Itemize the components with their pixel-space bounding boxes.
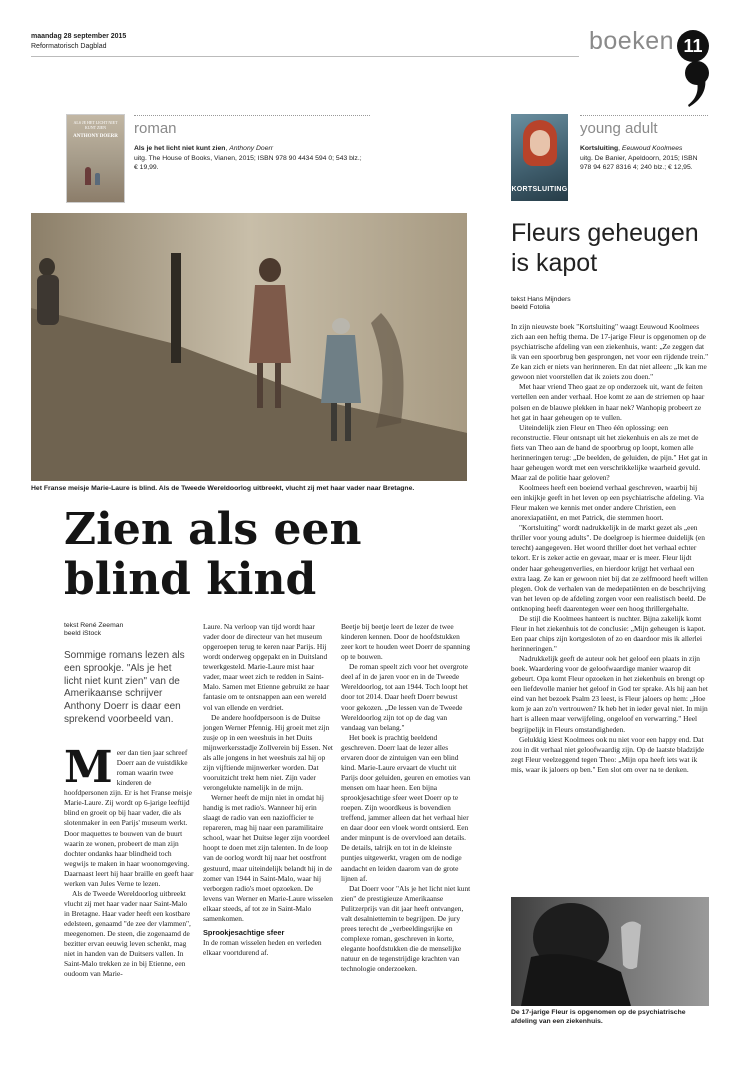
article2-headline-line2: is kapot bbox=[511, 249, 598, 277]
page-number-badge bbox=[677, 30, 709, 62]
roman-author: Anthony Doerr bbox=[229, 145, 274, 152]
comma-logo bbox=[683, 60, 709, 113]
article1-col2-p3: Werner heeft de mijn niet in omdat hij handig is met radio's. Wanneer hij erin slaagt de radio van een naziofficier te repareren, mag hij naar een paramilitaire school, waar het Duitse leger zijn voordeel hoopt te doen met zijn talenten. In de loop van de oorlog wordt hij naar het oostfront gestuurd, maar uiteindelijk belandt hij in de zomer van 1944 in Saint-Malo, waar hij verborgen radio's moet opzoeken. De levens van Werner en Marie-Laure wisselen elkaar steeds, af tot ze in Saint-Malo samenkomen. bbox=[203, 793, 333, 923]
article2-p6: De stijl die Koolmees hanteert is nuchter. Bijna zakelijk komt Fleur in het ziekenhuis tot de conclusie: „Mijn geheugen is kapot. Een paar chips zijn kortgesloten of zo en daardoor mis ik allerlei herinneringen." bbox=[511, 613, 706, 653]
roman-info: Als je het licht niet kunt zien, Anthony Doerr uitg. The House of Books, Vianen, 2015; ISBN 978 90 4434 594 0; 543 blz.; € 19,99. bbox=[134, 145, 366, 172]
ya-title: Kortsluiting bbox=[580, 145, 619, 152]
article2-p7: Nadrukkelijk geeft de auteur ook het geloof een plaats in zijn boek. Waardering voor de geloofwaardige manier waarop dit gebeurt. Opa komt Fleur opzoeken in het ziekenhuis en brengt op een liefdevolle manier het geloof in God ter sprake. Als hij aan het eind van het bezoek Psalm 23 leest, is Fleur jaloers op hem: „Hoe kom je aan zo'n vertrouwen? Ik heb het in ieder geval niet. In mijn hart is alleen maar verwijfeling, ongeloof en verwarring." Heel begrijpelijk in Fleurs omstandigheden. bbox=[511, 654, 708, 734]
article1-col3-p4: Dat Doerr voor "Als je het licht niet kunt zien" de prestigieuze Amerikaanse Pulitzerprijs van dit jaar heeft ontvangen, valt desalniettemin te begrijpen. De jury prees terecht de „verbeeldingsrijke en complexe roman, geschreven in korte, elegante hoofdstukken die de menselijke natuur en de tegenstrijdige krachten van technologie onderzoeken. bbox=[341, 883, 471, 974]
article1-byline-photo: beeld iStock bbox=[64, 630, 102, 638]
article2-byline-photo: beeld Fotolia bbox=[511, 304, 550, 312]
article2-p4: Koolmees heeft een boeiend verhaal geschreven, waarbij hij een inkijkje geeft in het leven op een psychiatrische afdeling. Via Fleur maken we kennis met onder andere Christien, een anorexiapatiënt, en met Patrick, die stemmen hoort. bbox=[511, 483, 704, 523]
header-date: maandag 28 september 2015 bbox=[31, 33, 127, 40]
ya-info: Kortsluiting, Eeuwoud Koolmees uitg. De Banier, Apeldoorn, 2015; ISBN 978 94 627 8316 4; 240 blz.; € 12,95. bbox=[580, 145, 708, 172]
roman-details: uitg. The House of Books, Vianen, 2015; ISBN 978 90 4434 594 0; 543 blz.; € 19,99. bbox=[134, 155, 362, 171]
page-number: 11 bbox=[683, 35, 703, 56]
ya-divider bbox=[580, 115, 708, 116]
article2-p1: In zijn nieuwste boek "Kortsluiting" waagt Eeuwoud Koolmees zich aan een heftig thema. De 17-jarige Fleur is opgenomen op de psychiatrische afdeling van een ziekenhuis, want: „Ze zeggen dat ik van een spoorbrug ben gesprongen, net voor een rijdende trein." Ze kan zich er niets van herinneren. En dat niet alleen: „Ik kan me gewoon niet voorstellen dat ik zoiets zou doen." bbox=[511, 322, 709, 382]
article1-col1-p1: eer dan tien jaar schreef Doerr aan de vuistdikke roman waarin twee kinderen de hoofdpersonen zijn. Er is het Franse meisje Marie-Laure. Zij wordt op 6-jarige leeftijd blind en groeit op bij haar vader, die als slotenmaker in een Parijs' museum werkt. Door maquettes te bouwen van de buurt waarin ze wonen, probeert de man zijn dochter ondanks haar blindheid toch wegwijs te maken in haar woonomgeving. Daarnaast leert hij haar braille en geeft haar werken van Jules Verne te lezen. bbox=[64, 748, 194, 888]
ya-cover-face bbox=[530, 130, 550, 156]
article1-byline bbox=[64, 622, 192, 639]
article1-col2-subhead: Sprookjesachtige sfeer bbox=[203, 927, 285, 937]
article1-headline bbox=[64, 505, 361, 605]
article2-byline bbox=[511, 296, 711, 313]
main-photo bbox=[31, 213, 467, 481]
roman-cover-title: ALS JE HET LICHT NIET KUNT ZIEN bbox=[73, 120, 118, 130]
roman-book-cover bbox=[66, 114, 125, 203]
article1-col2-p2: De andere hoofdpersoon is de Duitse jongen Werner Pfennig. Hij groeit met zijn zusje op in een weeshuis in het Duits mijnwerkersstadje Zollverein bij Essen. Net als alle jongens in het weeshuis zal hij op zijn vijftiende mijnwerker worden. Dat vooruitzicht trekt hem niet. Zijn vader verongelukte namelijk in de mijn. bbox=[203, 712, 333, 792]
article2-photo bbox=[511, 897, 709, 1006]
article1-col3-p1: Beetje bij beetje leert de lezer de twee kinderen kennen. Door de hoofdstukken zeer kort te houden weet Doerr de spanning op te bouwen. bbox=[341, 622, 471, 662]
article2-p2: Met haar vriend Theo gaat ze op onderzoek uit, want de feiten vertellen een ander verhaal. Hoe komt ze aan de striemen op haar polsen en de blauwe plekken in haar nek? Wanhopig probeert ze het gat in haar geheugen op te vullen. bbox=[511, 382, 705, 422]
roman-divider bbox=[134, 115, 370, 116]
article1-byline-text: tekst René Zeeman bbox=[64, 622, 124, 629]
article2-body bbox=[511, 322, 709, 775]
article1-col1 bbox=[64, 742, 194, 979]
article1-col2-p1: Laure. Na verloop van tijd wordt haar vader door de directeur van het museum opgeroepen terug te keren naar Parijs. Hij wordt onderweg opgepakt en in Duitsland tewerkgesteld. Marie-Laure mist haar vader, maar weet zich te redden in Saint-Malo. Samen met Etienne gebruikt ze haar fantasie om te ontsnappen aan een wereld vol van ellende en verdriet. bbox=[203, 622, 330, 712]
article2-headline-line1: Fleurs geheugen bbox=[511, 219, 699, 247]
article1-headline-line2: blind kind bbox=[64, 554, 317, 605]
header-paper: Reformatorisch Dagblad bbox=[31, 43, 107, 50]
article2-p8: Gelukkig kiest Koolmees ook nu niet voor een happy end. Dat zou in dit verhaal niet geloofwaardig zijn. Op de laatste bladzijde zegt Fleur veelzeggend tegen Theo: „Mijn opa heeft iets wat ik mis, waar ik jaloers op ben." Een slot om over na te denken. bbox=[511, 734, 705, 774]
article1-col1-p2: Als de Tweede Wereldoorlog uitbreekt vlucht zij met haar vader naar Saint-Malo in Bretagne. Haar vader heeft een kostbare edelsteen, genaamd "de zee der vlammen", meegenomen. De steen, die zogenaamd de bezitter ervan eeuwig leven schenkt, mag niet in handen van de Duitsers vallen. In Saint-Malo trekken ze in bij Etienne, een oudoom van Marie- bbox=[64, 888, 191, 979]
article2-p3: Uiteindelijk zien Fleur en Theo één oplossing: een reconstructie. Fleur ontsnapt uit het ziekenhuis en als ze met de fiets van Theo aan de hand de spoorbrug op loopt, komen alle herinneringen terug: „De beelden, de geluiden, de pijn." Het gat in haar geheugen wordt met een verschrikkelijke waarheid gevuld. Maar zal de politie haar geloven? bbox=[511, 422, 708, 482]
roman-title: Als je het licht niet kunt zien bbox=[134, 145, 226, 152]
section-title: boeken bbox=[589, 27, 675, 55]
article2-headline bbox=[511, 218, 699, 278]
article2-photo-caption: De 17-jarige Fleur is opgenomen op de psychiatrische afdeling van een ziekenhuis. bbox=[511, 1009, 686, 1025]
ya-cover-title: KORTSLUITING bbox=[511, 186, 568, 193]
article1-intro: Sommige romans lezen als een sprookje. "Als je het licht niet kunt zien" van de Amerikaanse schrijver Anthony Doerr is daar een sprekend voorbeeld van. bbox=[64, 650, 185, 725]
article1-col3-p3: Het boek is prachtig beeldend geschreven. Doerr laat de lezer alles ervaren door de zintuigen van een blind kind. Marie-Laure ervaart de vlucht uit Parijs door geluiden, geuren en emoties van mensen om haar heen. Een bijna sprookjesachtige sfeer weet Doerr op te roepen. Zijn woordkeus is bovendien treffend, jammer alleen dat het verhaal hier en daar door een vloek wordt ontsierd. Een ander minpunt is de overvloed aan details. De details, talrijk en tot in de kleinste puntjes uitgewerkt, vragen om de nodige aandacht en leiden daarom van de grote lijnen af. bbox=[341, 732, 471, 883]
article1-headline-line1: Zien als een bbox=[64, 504, 362, 555]
main-photo-caption: Het Franse meisje Marie-Laure is blind. Als de Tweede Wereldoorlog uitbreekt, vlucht zij met haar vader naar Bretagne. bbox=[31, 485, 415, 492]
ya-book-cover bbox=[511, 114, 568, 201]
roman-cover-figures bbox=[85, 167, 91, 185]
article1-col2 bbox=[203, 622, 333, 958]
article1-col2-p4: In de roman wisselen heden en verleden elkaar voortdurend af. bbox=[203, 937, 322, 957]
article1-col3-p2: De roman speelt zich voor het overgrote deel af in de jaren voor en in de Tweede Wereldoorlog, tot aan 1944. Toch loopt het door tot 2014. Daar heeft Doerr bewust voor gekozen. „De lessen van de Tweede Wereldoorlog zijn tot op de dag van vandaag van belang." bbox=[341, 662, 468, 732]
article2-byline-text: tekst Hans Mijnders bbox=[511, 296, 571, 303]
article1-dropcap: M bbox=[64, 742, 113, 793]
roman-label: roman bbox=[134, 120, 177, 137]
header-rule bbox=[31, 56, 579, 57]
ya-label: young adult bbox=[580, 120, 658, 137]
roman-cover-author: ANTHONY DOERR bbox=[73, 134, 118, 139]
ya-author: Eeuwoud Koolmees bbox=[621, 145, 683, 152]
article1-col3 bbox=[341, 622, 471, 974]
ya-details: uitg. De Banier, Apeldoorn, 2015; ISBN 978 94 627 8316 4; 240 blz.; € 12,95. bbox=[580, 155, 698, 171]
article2-p5: "Kortsluiting" wordt nadrukkelijk in de markt gezet als „een thriller voor young adults". De doelgroep is hiermee duidelijk (en terecht) aangegeven. Het woord thriller doet het verhaal echter tekort. Er is zeker actie en gevaar, maar er is meer. Fleur lijdt onder haar geheugenverlies, en hierdoor krijgt het verhaal een extra laag. Ze kan er gewoon niet bij dat ze zelfmoord heeft willen plegen. Ook de verhalen van de medepatiënten en de beschrijving van het leven op de afdeling zorgen voor een realistisch beeld. De ontknoping heeft daarentegen weer een hoog thrillergehalte. bbox=[511, 523, 708, 613]
